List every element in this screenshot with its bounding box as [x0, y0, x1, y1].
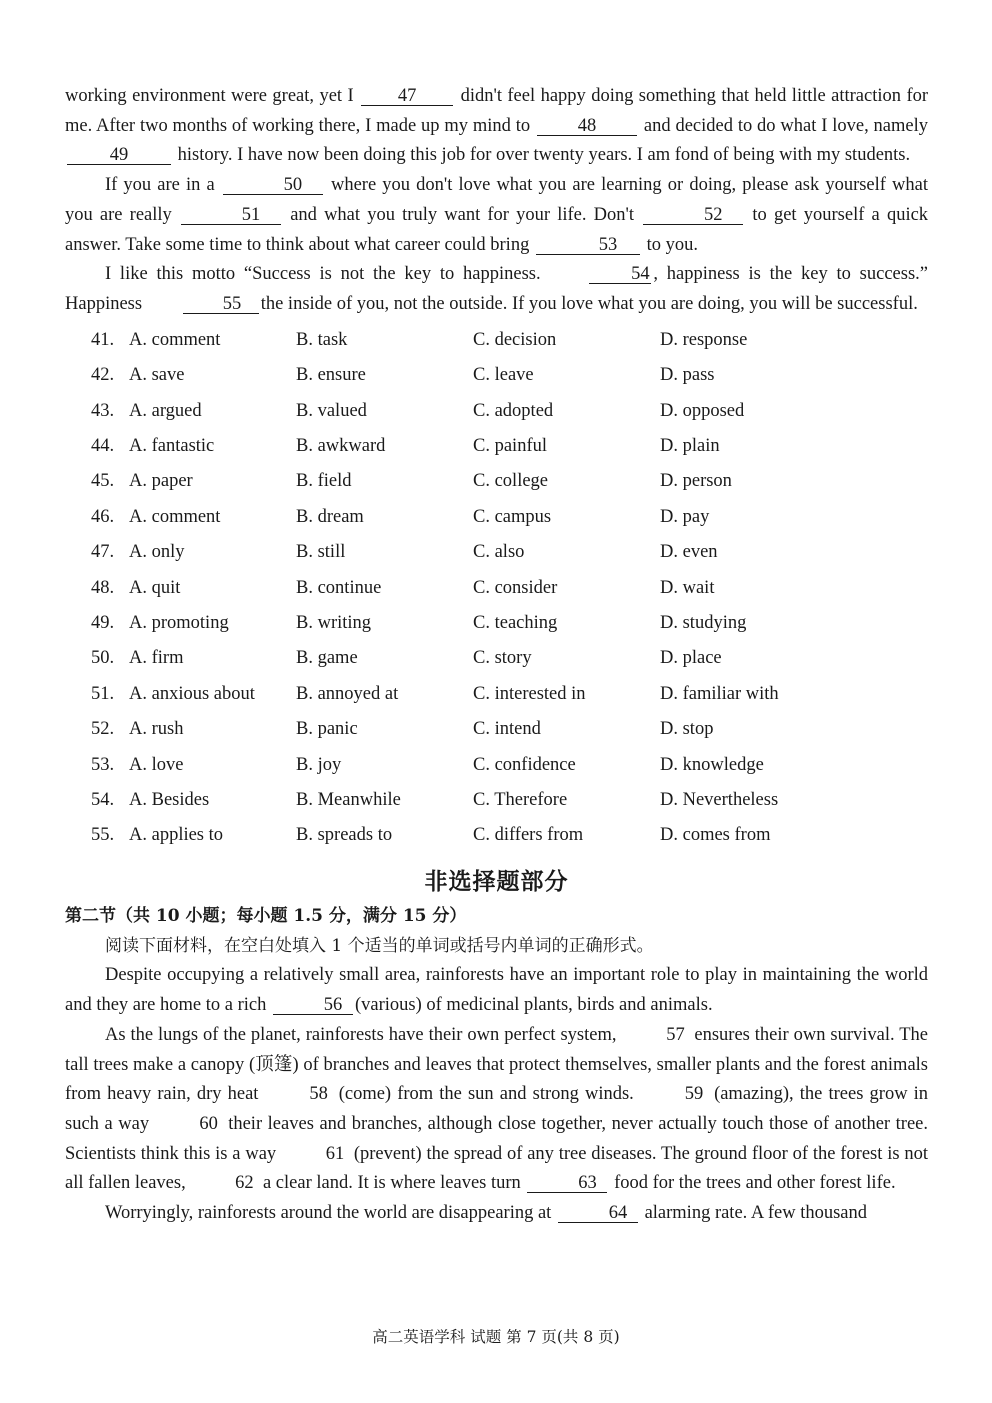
text: , happiness is the key to success.” Happiness — [65, 264, 928, 314]
option-c: C. interested in — [473, 683, 586, 704]
blank-51: 51 — [181, 206, 281, 225]
option-a: A. applies to — [129, 825, 224, 846]
option-b: B. spreads to — [296, 825, 393, 846]
text: where you don't love what you are learning or doing, please ask yourself what you are really — [65, 175, 929, 225]
question-number: 47. — [91, 542, 115, 563]
text: (come) from the sun and strong winds. — [338, 1084, 634, 1105]
question-number: 41. — [91, 329, 115, 350]
part-header: 第二节（共 10 小题；每小题 1.5 分，满分 15 分） — [65, 906, 467, 927]
blank-60: 60 — [199, 1114, 218, 1134]
blank-47: 47 — [361, 87, 453, 106]
option-c: C. Therefore — [473, 789, 568, 810]
option-c: C. campus — [473, 506, 552, 527]
text: Worryingly, rainforests around the world are disappearing at — [105, 1203, 552, 1224]
option-d: D. plain — [660, 435, 720, 456]
blank-59: 59 — [684, 1084, 704, 1105]
option-row — [65, 393, 928, 428]
option-d: D. pay — [660, 506, 710, 527]
blank-58: 58 — [309, 1084, 328, 1105]
option-d: D. place — [660, 648, 722, 669]
option-c: C. confidence — [473, 754, 576, 775]
exam-page — [65, 82, 928, 1229]
question-number: 44. — [91, 435, 115, 456]
option-b: B. ensure — [296, 365, 366, 386]
option-a: A. fantastic — [129, 435, 215, 456]
text: to get yourself a quick answer. Take some time to think about what career could bring — [65, 204, 929, 255]
text: (amazing), the trees grow in such a way — [65, 1084, 929, 1134]
option-c: C. differs from — [473, 825, 584, 846]
option-d: D. pass — [660, 365, 715, 386]
option-c: C. story — [473, 648, 532, 669]
text: ensures their own survival. The tall trees make a canopy (顶篷) of branches and leaves that protect themselves, smaller plants and the forest animals from heavy rain, dry heat — [65, 1024, 929, 1105]
option-d: D. stop — [660, 719, 714, 740]
option-c: C. teaching — [473, 612, 558, 633]
option-b: B. task — [296, 329, 348, 350]
option-c: C. adopted — [473, 400, 554, 421]
blank-64: 64 — [558, 1204, 638, 1223]
blank-49: 49 — [67, 146, 171, 165]
text: history. I have now been doing this job for over twenty years. I am fond of being with my students. — [177, 145, 911, 166]
instruction: 阅读下面材料，在空白处填入 1 个适当的单词或括号内单词的正确形式。 — [105, 936, 654, 957]
option-d: D. even — [660, 542, 718, 563]
option-b: B. panic — [296, 719, 358, 740]
text: (various) of medicinal plants, birds and animals. — [354, 995, 713, 1016]
option-d: D. wait — [660, 577, 715, 598]
blank-63: 63 — [527, 1174, 607, 1193]
blank-52: 52 — [643, 206, 743, 225]
option-a: A. promoting — [129, 612, 229, 633]
option-a: A. comment — [129, 506, 221, 527]
text: working environment were great, yet I — [65, 86, 354, 106]
question-number: 52. — [91, 719, 115, 740]
text: Despite occupying a relatively small area, rainforests have an important role to play in maintaining the world and they are home to a rich — [65, 965, 928, 1016]
blank-57: 57 — [666, 1024, 685, 1045]
grammar-paragraph-2 — [65, 1021, 928, 1199]
question-number: 46. — [91, 506, 115, 527]
option-b: B. annoyed at — [296, 683, 399, 704]
option-row — [65, 712, 928, 747]
option-d: D. person — [660, 471, 732, 492]
option-row — [65, 464, 928, 499]
option-b: B. field — [296, 471, 352, 492]
option-a: A. quit — [129, 577, 181, 598]
passage-paragraph-1 — [65, 82, 928, 171]
blank-54: 54 — [589, 265, 651, 284]
section-title: 非选择题部分 — [424, 869, 569, 896]
option-row — [65, 606, 928, 641]
question-number: 49. — [91, 612, 115, 633]
option-c: C. painful — [473, 435, 547, 456]
text: to you. — [646, 234, 698, 255]
option-d: D. Nevertheless — [660, 789, 779, 810]
option-c: C. intend — [473, 719, 541, 740]
blank-62: 62 — [235, 1173, 254, 1194]
blank-50: 50 — [223, 176, 323, 195]
option-b: B. dream — [296, 506, 364, 527]
option-b: B. writing — [296, 612, 372, 633]
text: and what you truly want for your life. Don't — [290, 204, 635, 225]
option-row — [65, 429, 928, 464]
option-d: D. familiar with — [660, 683, 779, 704]
question-number: 54. — [91, 789, 115, 810]
question-number: 43. — [91, 400, 115, 421]
option-c: C. decision — [473, 329, 557, 350]
text: didn't feel happy doing something that held little attraction for me. After two months of working there, I made up my mind to — [65, 86, 929, 136]
option-row — [65, 535, 928, 570]
option-b: B. game — [296, 648, 358, 669]
grammar-paragraph-1 — [65, 961, 928, 1020]
option-c: C. leave — [473, 365, 534, 386]
option-b: B. joy — [296, 754, 342, 775]
option-a: A. anxious about — [129, 683, 255, 704]
option-c: C. also — [473, 542, 525, 563]
passage-paragraph-2 — [65, 171, 928, 260]
option-a: A. argued — [129, 400, 202, 421]
option-row — [65, 783, 928, 818]
question-number: 51. — [91, 683, 115, 704]
text: their leaves and branches, although close together, never actually touch those of another tree. Scientists think this is a way — [65, 1114, 928, 1164]
option-a: A. only — [129, 542, 185, 563]
option-a: A. comment — [129, 329, 221, 350]
option-row — [65, 818, 928, 853]
page-footer: 高二英语学科 试题 第 7 页(共 8 页) — [372, 1328, 620, 1346]
option-a: A. paper — [129, 471, 193, 492]
option-row — [65, 323, 928, 358]
option-row — [65, 358, 928, 393]
option-a: A. Besides — [129, 789, 210, 810]
option-b: B. Meanwhile — [296, 789, 401, 810]
option-d: D. studying — [660, 612, 747, 633]
option-row — [65, 677, 928, 712]
option-a: A. firm — [129, 648, 184, 669]
text: and decided to do what I love, namely — [643, 115, 929, 136]
grammar-paragraph-3 — [65, 1199, 928, 1229]
question-number: 50. — [91, 648, 115, 669]
option-c: C. college — [473, 471, 549, 492]
question-number: 55. — [91, 825, 115, 846]
question-number: 48. — [91, 577, 115, 598]
text: I like this motto “Success is not the key to happiness. — [105, 264, 541, 285]
question-number: 45. — [91, 471, 115, 492]
blank-48: 48 — [537, 117, 637, 136]
option-row — [65, 747, 928, 782]
blank-61: 61 — [325, 1143, 345, 1164]
option-b: B. valued — [296, 400, 367, 421]
option-row — [65, 641, 928, 676]
text: food for the trees and other forest life. — [614, 1173, 896, 1194]
passage-paragraph-3 — [65, 260, 928, 319]
option-b: B. awkward — [296, 435, 386, 456]
option-b: B. still — [296, 542, 346, 563]
question-number: 42. — [91, 365, 115, 386]
blank-56: 56 — [273, 996, 353, 1015]
option-a: A. love — [129, 754, 184, 775]
question-number: 53. — [91, 754, 115, 775]
blank-53: 53 — [536, 236, 640, 255]
option-d: D. opposed — [660, 400, 745, 421]
text: the inside of you, not the outside. If you love what you are doing, you will be successful. — [260, 293, 918, 314]
text: (prevent) the spread of any tree diseases. The ground floor of the forest is not all fallen leaves, — [65, 1143, 929, 1194]
option-b: B. continue — [296, 577, 382, 598]
option-row — [65, 500, 928, 535]
option-a: A. rush — [129, 719, 184, 740]
blank-55: 55 — [183, 295, 259, 314]
options-list — [65, 323, 928, 854]
text: If you are in a — [105, 175, 215, 196]
option-d: D. response — [660, 329, 748, 350]
option-c: C. consider — [473, 577, 558, 598]
option-row — [65, 570, 928, 605]
text: As the lungs of the planet, rainforests have their own perfect system, — [105, 1024, 617, 1045]
text: a clear land. It is where leaves turn — [262, 1173, 521, 1194]
text: alarming rate. A few thousand — [644, 1203, 868, 1224]
option-d: D. knowledge — [660, 754, 764, 775]
option-a: A. save — [129, 365, 185, 386]
option-d: D. comes from — [660, 825, 771, 846]
